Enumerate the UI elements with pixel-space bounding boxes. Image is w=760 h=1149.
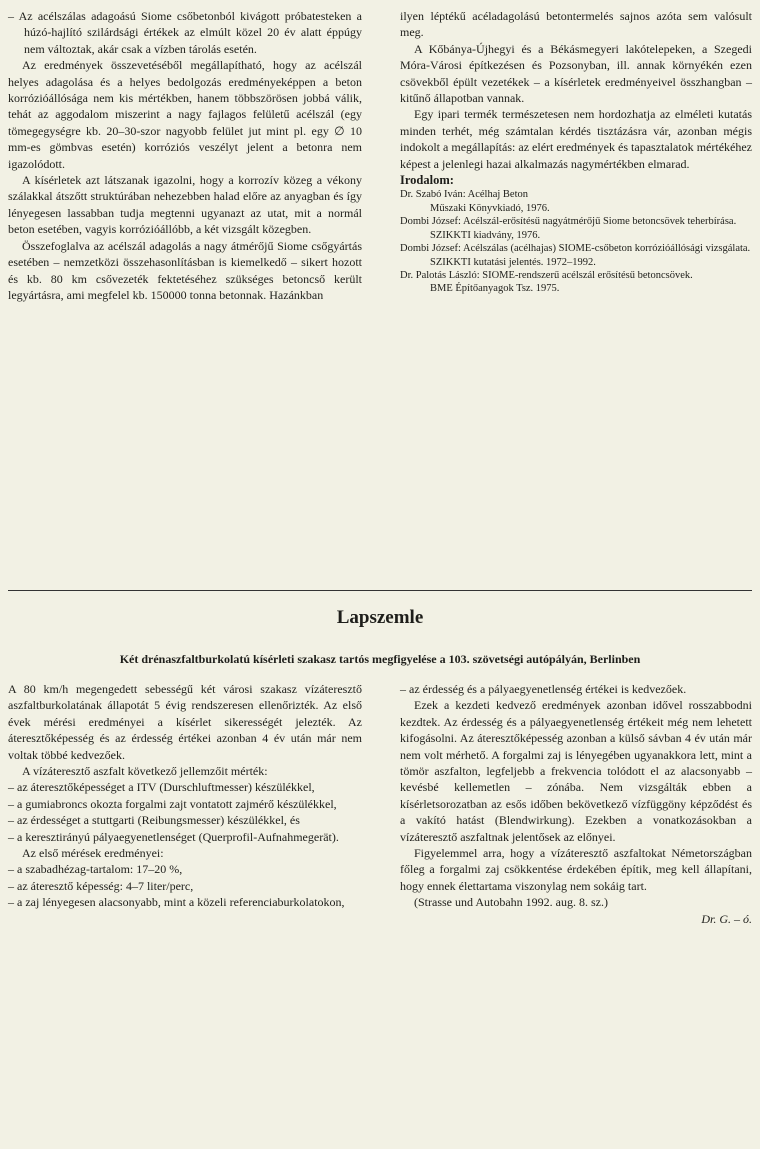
paragraph: A Kőbánya-Újhegyi és a Békásmegyeri lakótelepeken, a Szegedi Móra-Városi építkezésen és Pozsonyban, ill. annak környékén ezen csövekből épült vezetékek – a kísérletek eredményeivel összhangban – kitűnő állapotban vannak.: [400, 41, 752, 106]
list-item: – a keresztirányú pályaegyenetlenséget (Querprofil-Aufnahmegerät).: [8, 829, 339, 844]
reference-item: [400, 188, 752, 215]
reference-item: [400, 242, 752, 269]
bottom-left-column: [8, 681, 362, 911]
list-item: – az érdesség és a pályaegyenetlenség értékei is kedvezőek.: [400, 682, 687, 696]
paragraph: Az eredmények összevetéséből megállapítható, hogy az acélszál helyes adagolása és a helyes bedolgozás eredményeképpen a beton korrózióállósága nem kis mértékben, hanem többszörösen jobbá válik, tehát az aggodalom miszerint a nagy fajlagos felületű acélszál (egy tömegegységre kb. 20–30-szor nagyobb felület jut mint pl. egy ∅ 10 mm-es gömbvas esetén) korróziós veszélyt jelent a betonra nem igazolódott.: [8, 58, 362, 171]
paragraph: A vízáteresztő aszfalt következő jellemzőit mérték:: [22, 764, 268, 779]
reference-item: [400, 215, 752, 242]
list-item: – a zaj lényegesen alacsonyabb, mint a közeli referenciaburkolatokon,: [8, 895, 345, 910]
references-heading: Irodalom:: [400, 173, 454, 188]
section-title: Lapszemle: [336, 607, 424, 628]
section-divider: [8, 590, 752, 591]
paragraph: Összefoglalva az acélszál adagolás a nagy átmérőjű Siome csőgyártás esetében – nemzetközi összehasonlításban is kiemelkedő – sikert hozott és kb. 80 km csővezeték fektetéséhez szükséges betoncső került legyártásra, ami megfelel kb. 150000 tonna betonnak. Hazánkban: [8, 238, 362, 302]
paragraph: Egy ipari termék természetesen nem hordozhatja az elméleti kutatás minden terhét, még számtalan kérdés tisztázásra vár, azonban mégis indokolt a megállapítás: az elért eredmények és tapasztalatok mértékéhez képest a jelenlegi hazai alkalmazás nagymértékben elmarad.: [400, 107, 752, 171]
paragraph: A 80 km/h megengedett sebességű két városi szakasz vízáteresztő aszfaltburkolatának állapotát 5 évig rendszeresen ellenőrizték. Az első évek mérési eredményei a kísérlet sikerességét jelezték. Az áteresztőképesség és az érdesség értékei azonban 4 év után már nem voltak többé kedvezőek.: [8, 682, 362, 762]
paragraph: A kísérletek azt látszanak igazolni, hogy a korrozív közeg a vékony szálakkal átszőtt struktúrában nehezebben halad előre az anyagban és így lényegesen lassabban tudja megtenni ugyanazt az utat, mit a normál beton esetében, vagyis korrózióállóbb, a két vizsgált közegben.: [8, 173, 362, 237]
reference-publisher: SZIKKTI kutatási jelentés. 1972–1992.: [430, 256, 596, 268]
reference-author: Dr. Szabó Iván: Acélhaj Beton: [400, 189, 529, 201]
reference-publisher: SZIKKTI kiadvány, 1976.: [430, 229, 541, 241]
paragraph: Figyelemmel arra, hogy a vízáteresztő aszfaltokat Németországban főleg a forgalmi zaj csökkentése érdekében építik, meg kell állapítani, hogy ennek élettartama viszonylag nem sokáig tart.: [400, 846, 752, 893]
top-right-column: [400, 8, 752, 296]
bottom-right-column: [400, 681, 752, 927]
reference-author: Dombi József: Acélszálas (acélhajas) SIOME-csőbeton korrózióállósági vizsgálata.: [400, 243, 751, 255]
top-left-column: [8, 8, 362, 303]
reference-author: Dr. Palotás László: SIOME-rendszerű acélszál erősítésű betoncsövek.: [400, 269, 693, 281]
author-signature: Dr. G. – ó.: [701, 911, 752, 926]
list-item: – az érdességet a stuttgarti (Reibungsmesser) készülékkel, és: [8, 813, 300, 828]
reference-publisher: BME Építőanyagok Tsz. 1975.: [430, 283, 560, 295]
list-item: – az áteresztő képesség: 4–7 liter/perc,: [8, 878, 194, 893]
paragraph: – Az acélszálas adagoású Siome csőbetonból kivágott próbatesteken a húzó-hajlító szilárdsági értékek az elmúlt közel 20 év alatt éppúgy nem változtak, akár csak a vízben tárolás esetén.: [8, 9, 362, 56]
paragraph: Az első mérések eredményei:: [22, 846, 164, 861]
list-item: – az áteresztőképességet a ITV (Durschluftmesser) készülékkel,: [8, 780, 315, 795]
list-item: – a szabadhézag-tartalom: 17–20 %,: [8, 862, 183, 877]
source-citation: (Strasse und Autobahn 1992. aug. 8. sz.): [414, 895, 608, 910]
article-title: Két drénaszfaltburkolatú kísérleti szakasz tartós megfigyelése a 103. szövetségi autópályán, Berlinben: [119, 652, 641, 666]
reference-author: Dombi József: Acélszál-erősítésű nagyátmérőjű Siome betoncsövek teherbírása.: [400, 216, 737, 228]
paragraph: Ezek a kezdeti kedvező eredmények azonban idővel rosszabbodni kezdtek. Az érdesség és a pályaegyenetlenség értékeit még nem lehetett kifogásolni. Az áteresztőképesség azonban a külső sávban 4 év után már nem volt mérhető. A forgalmi zaj is lényegében ugyanakkora lett, mint a tömör aszfalton, legfeljebb a frekvencia tolódott el az alacsonyabb – kevésbé kellemetlen – zónába. Nem vizsgálták ebben a kísérletsorozatban az esős időben bekövetkező vízfüggöny képződést és a vakító hatást (Blendwirkung). Ezekben a vonatkozásokban a vízáteresztő aszfaltnak jelentősek az előnyei.: [400, 698, 752, 844]
list-item: – a gumiabroncs okozta forgalmi zajt vontatott zajmérő készülékkel,: [8, 796, 337, 811]
reference-item: [400, 269, 752, 296]
reference-publisher: Műszaki Könyvkiadó, 1976.: [430, 202, 550, 214]
paragraph: ilyen léptékű acéladagolású betontermelés sajnos azóta sem valósult meg.: [400, 9, 752, 40]
